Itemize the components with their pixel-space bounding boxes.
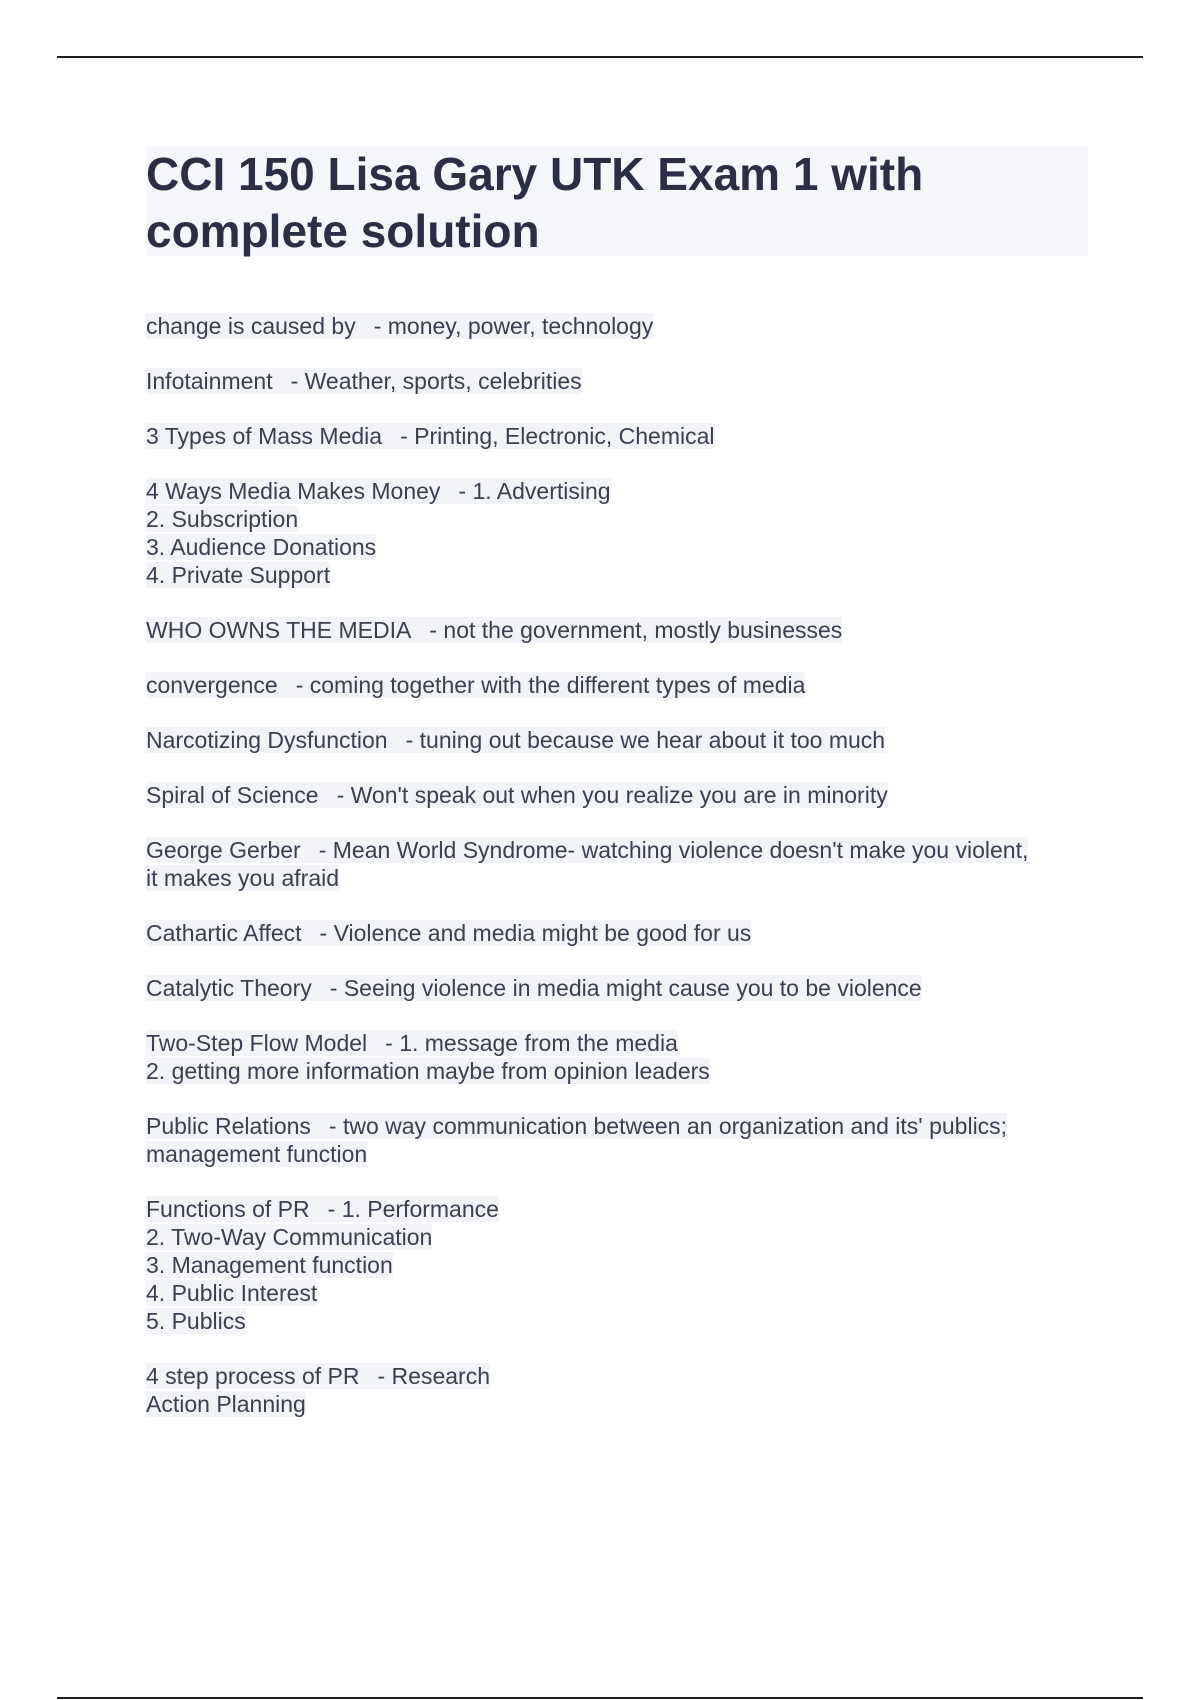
flashcard-answer: - 1. message from the media — [385, 1030, 678, 1056]
flashcard-answer: - Research — [377, 1363, 490, 1389]
flashcard-highlight — [146, 562, 330, 588]
flashcard-highlight — [146, 1196, 499, 1222]
footer-rule — [57, 1697, 1143, 1699]
flashcard-entry — [146, 422, 1106, 450]
flashcard-answer: - money, power, technology — [373, 313, 654, 339]
flashcard-line — [146, 1251, 1106, 1279]
flashcard-answer: - Printing, Electronic, Chemical — [400, 423, 715, 449]
flashcard-highlight — [146, 506, 298, 532]
flashcard-answer: - 1. Advertising — [458, 478, 611, 504]
flashcard-line — [146, 505, 1106, 533]
flashcard-highlight — [146, 1363, 490, 1389]
flashcard-highlight — [146, 727, 885, 753]
flashcard-entry — [146, 477, 1106, 589]
flashcard-line — [146, 1195, 1106, 1223]
document-title — [146, 146, 1088, 260]
flashcard-highlight — [146, 1252, 393, 1278]
flashcard-line — [146, 836, 1106, 864]
flashcard-line — [146, 477, 1106, 505]
flashcard-highlight — [146, 1058, 710, 1084]
flashcard-answer: 3. Audience Donations — [146, 534, 377, 560]
flashcard-line — [146, 726, 1106, 754]
flashcard-highlight — [146, 1308, 246, 1334]
flashcard-line — [146, 1279, 1106, 1307]
flashcard-entry — [146, 671, 1106, 699]
flashcard-term: Functions of PR — [146, 1196, 310, 1222]
flashcard-answer: - Seeing violence in media might cause you to be violence — [329, 975, 922, 1001]
flashcard-line — [146, 1307, 1106, 1335]
flashcard-term: Cathartic Affect — [146, 920, 302, 946]
flashcard-answer: - tuning out because we hear about it too much — [405, 727, 886, 753]
flashcard-answer: 2. getting more information maybe from opinion leaders — [146, 1058, 710, 1084]
flashcard-answer: 5. Publics — [146, 1308, 246, 1334]
flashcard-highlight — [146, 1030, 678, 1056]
flashcard-line — [146, 367, 1106, 395]
flashcard-answer: 2. Two-Way Communication — [146, 1224, 433, 1250]
flashcard-answer: - coming together with the different types of media — [295, 672, 806, 698]
flashcard-line — [146, 1140, 1106, 1168]
flashcard-line — [146, 1112, 1106, 1140]
flashcard-answer: 4. Private Support — [146, 562, 331, 588]
flashcard-highlight — [146, 423, 715, 449]
flashcard-term: change is caused by — [146, 313, 356, 339]
flashcard-line — [146, 1390, 1106, 1418]
flashcard-entry — [146, 781, 1106, 809]
flashcard-term: Public Relations — [146, 1113, 311, 1139]
flashcard-entry — [146, 616, 1106, 644]
flashcard-highlight — [146, 782, 888, 808]
flashcard-highlight — [146, 865, 339, 891]
flashcard-entry — [146, 1029, 1106, 1085]
flashcard-highlight — [146, 617, 842, 643]
flashcard-line — [146, 671, 1106, 699]
flashcard-highlight — [146, 534, 376, 560]
flashcard-answer: - Weather, sports, celebrities — [290, 368, 582, 394]
flashcard-line — [146, 781, 1106, 809]
flashcard-term: Catalytic Theory — [146, 975, 312, 1001]
flashcard-term: Infotainment — [146, 368, 273, 394]
flashcard-term: George Gerber — [146, 837, 301, 863]
flashcard-entry — [146, 919, 1106, 947]
flashcard-answer: 4. Public Interest — [146, 1280, 318, 1306]
flashcard-line — [146, 533, 1106, 561]
flashcard-highlight — [146, 478, 611, 504]
flashcard-entry — [146, 974, 1106, 1002]
flashcard-entry — [146, 836, 1106, 892]
flashcard-highlight — [146, 1391, 306, 1417]
flashcard-highlight — [146, 672, 805, 698]
flashcard-entry — [146, 1112, 1106, 1168]
flashcard-term: 4 Ways Media Makes Money — [146, 478, 441, 504]
flashcard-answer: - Violence and media might be good for us — [319, 920, 752, 946]
flashcard-term: 4 step process of PR — [146, 1363, 360, 1389]
flashcard-highlight — [146, 975, 922, 1001]
flashcard-term: Two-Step Flow Model — [146, 1030, 368, 1056]
flashcard-highlight — [146, 837, 1028, 863]
flashcard-entry — [146, 726, 1106, 754]
flashcard-entry — [146, 1362, 1106, 1418]
flashcard-answer: management function — [146, 1141, 368, 1167]
flashcard-highlight — [146, 368, 582, 394]
flashcard-line — [146, 1362, 1106, 1390]
flashcard-answer: - not the government, mostly businesses — [429, 617, 843, 643]
flashcard-line — [146, 864, 1106, 892]
flashcard-term: Spiral of Science — [146, 782, 319, 808]
flashcard-highlight — [146, 1280, 317, 1306]
flashcard-highlight — [146, 1224, 432, 1250]
flashcard-line — [146, 1029, 1106, 1057]
flashcard-line — [146, 1057, 1106, 1085]
flashcard-term: 3 Types of Mass Media — [146, 423, 383, 449]
flashcard-line — [146, 616, 1106, 644]
flashcard-highlight — [146, 1113, 1007, 1139]
flashcard-entry — [146, 312, 1106, 340]
flashcard-answer: - two way communication between an organization and its' publics; — [328, 1113, 1008, 1139]
flashcard-term: Narcotizing Dysfunction — [146, 727, 388, 753]
flashcard-answer: Action Planning — [146, 1391, 306, 1417]
title-block — [146, 146, 1088, 256]
flashcard-term: WHO OWNS THE MEDIA — [146, 617, 412, 643]
flashcard-line — [146, 1223, 1106, 1251]
flashcard-line — [146, 312, 1106, 340]
flashcard-answer: - Won't speak out when you realize you are in minority — [336, 782, 888, 808]
flashcard-answer: - Mean World Syndrome- watching violence doesn't make you violent, — [318, 837, 1029, 863]
flashcard-answer: 2. Subscription — [146, 506, 299, 532]
flashcard-line — [146, 561, 1106, 589]
flashcard-highlight — [146, 313, 653, 339]
flashcard-answer: - 1. Performance — [327, 1196, 499, 1222]
flashcard-term: convergence — [146, 672, 278, 698]
flashcard-entry — [146, 1195, 1106, 1335]
header-rule — [57, 56, 1143, 58]
flashcard-list — [146, 312, 1106, 1445]
title-line-1: CCI 150 Lisa Gary UTK Exam 1 with — [146, 148, 924, 200]
flashcard-highlight — [146, 920, 751, 946]
flashcard-highlight — [146, 1141, 367, 1167]
flashcard-answer: 3. Management function — [146, 1252, 393, 1278]
flashcard-line — [146, 974, 1106, 1002]
title-line-2: complete solution — [146, 205, 540, 257]
flashcard-line — [146, 919, 1106, 947]
flashcard-answer: it makes you afraid — [146, 865, 340, 891]
flashcard-line — [146, 422, 1106, 450]
flashcard-entry — [146, 367, 1106, 395]
